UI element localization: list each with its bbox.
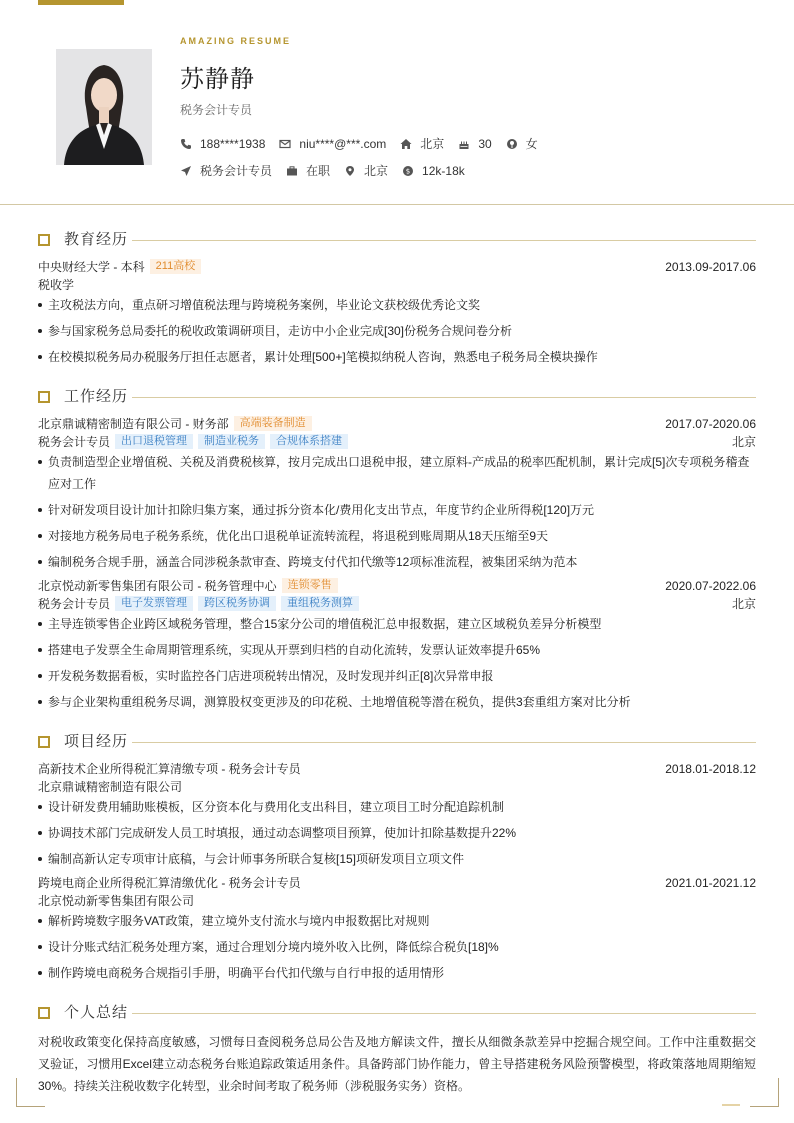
section-rule	[132, 1013, 756, 1014]
age-text: 30	[478, 136, 492, 151]
list-item: 设计分账式结汇税务处理方案，通过合理划分境内境外收入比例，降低综合税负[18]%	[38, 936, 756, 958]
intent-status	[286, 162, 330, 179]
section-title: 教育经历	[64, 231, 129, 248]
list-item: 编制高新认定专项审计底稿，与会计师事务所联合复核[15]项研发项目立项文件	[38, 848, 756, 870]
gender-icon	[506, 138, 518, 150]
money-icon	[402, 165, 414, 177]
avatar-portrait-icon	[56, 49, 152, 165]
list-item: 在校模拟税务局办税服务厅担任志愿者，累计处理[500+]笔模拟纳税人咨询，熟悉电子税务局全模块操作	[38, 346, 756, 368]
work-2-position-row	[38, 596, 756, 612]
company-line: 北京鼎诚精密制造有限公司 - 财务部	[38, 417, 229, 431]
work-1-position-row	[38, 434, 756, 450]
section-header-projects	[38, 733, 756, 751]
phone-icon	[180, 138, 192, 150]
section-marker-icon	[38, 234, 50, 246]
birthday-cake-icon	[458, 138, 470, 150]
school-line: 中央财经大学 - 本科	[38, 260, 145, 274]
section-title: 项目经历	[64, 733, 129, 750]
project-title: 跨境电商企业所得税汇算清缴优化 - 税务会计专员	[38, 876, 301, 890]
intent-position-text: 税务会计专员	[200, 164, 273, 178]
intent-position	[180, 162, 272, 179]
list-item: 搭建电子发票全生命周期管理系统，实现从开票到归档的自动化流转，发票认证效率提升65%	[38, 639, 756, 661]
section-header-work	[38, 388, 756, 406]
work-2-header	[38, 578, 756, 594]
education-header	[38, 259, 756, 275]
section-marker-icon	[38, 736, 50, 748]
company-tag: 连锁零售	[282, 578, 338, 593]
intent-city	[344, 162, 388, 179]
home-icon	[400, 138, 412, 150]
list-item: 针对研发项目设计加计扣除归集方案，通过拆分资本化/费用化支出节点，年度节约企业所得税[120]万元	[38, 499, 756, 521]
company-line: 北京悦动新零售集团有限公司 - 税务管理中心	[38, 579, 277, 593]
skill-tag: 重组税务测算	[281, 596, 359, 611]
skill-tag: 制造业税务	[198, 434, 265, 449]
summary-text: 对税收政策变化保持高度敏感，习惯每日查阅税务总局公告及地方解读文件，擅长从细微条款差异中挖掘合规空间。工作中注重数据交叉验证，习惯用Excel建立动态税务台账追踪政策适用条件。具备跨部门协作能力，曾主导搭建税务风险预警模型，将政策落地周期缩短30%。持续关注税收数字化转型，业余时间考取了税务师（涉税服务实务）资格。	[38, 1035, 756, 1093]
project-1-header	[38, 761, 756, 777]
education-major: 税收学	[38, 278, 75, 292]
top-accent-bar	[38, 0, 124, 5]
project-org: 北京鼎诚精密制造有限公司	[38, 780, 183, 794]
resume-brand-label: AMAZING RESUME	[180, 36, 291, 46]
project-2-header	[38, 875, 756, 891]
contact-gender	[506, 135, 538, 152]
profile-photo	[56, 49, 152, 165]
project-org: 北京悦动新零售集团有限公司	[38, 894, 195, 908]
header-divider	[0, 204, 794, 205]
section-header-summary	[38, 1004, 756, 1022]
contact-row	[180, 135, 552, 152]
phone-text: 188****1938	[200, 136, 266, 151]
section-header-education	[38, 231, 756, 249]
section-rule	[132, 742, 756, 743]
list-item: 对接地方税务局电子税务系统，优化出口退税单证流转流程，将退税到账周期从18天压缩至9天	[38, 525, 756, 547]
project-date: 2018.01-2018.12	[665, 762, 756, 776]
position-text: 税务会计专员	[38, 435, 111, 449]
work-date: 2020.07-2022.06	[665, 579, 756, 593]
work-1-header	[38, 416, 756, 432]
svg-text:$: $	[405, 167, 411, 176]
email-text: niu****@***.com	[299, 136, 387, 151]
contact-home	[400, 135, 444, 152]
list-item: 主攻税法方向，重点研习增值税法理与跨境税务案例，毕业论文获校级优秀论文奖	[38, 294, 756, 316]
work-city: 北京	[731, 435, 756, 449]
education-date: 2013.09-2017.06	[665, 260, 756, 274]
location-pin-icon	[344, 165, 356, 177]
work-city: 北京	[731, 597, 756, 611]
briefcase-icon	[286, 165, 298, 177]
project-date: 2021.01-2021.12	[665, 876, 756, 890]
contact-age	[458, 137, 491, 151]
contact-phone	[180, 137, 265, 151]
list-item: 负责制造型企业增值税、关税及消费税核算，按月完成出口退税申报，建立原料-产成品的税率匹配机制，累计完成[5]次专项税务稽查应对工作	[38, 451, 756, 495]
project-title: 高新技术企业所得税汇算清缴专项 - 税务会计专员	[38, 762, 301, 776]
mail-icon	[279, 138, 291, 150]
section-marker-icon	[38, 1007, 50, 1019]
list-item: 开发税务数据看板，实时监控各门店进项税转出情况，及时发现并纠正[8]次异常申报	[38, 665, 756, 687]
corner-bracket-left	[16, 1078, 45, 1107]
list-item: 协调技术部门完成研发人员工时填报，通过动态调整项目预算，使加计扣除基数提升22%	[38, 822, 756, 844]
section-rule	[132, 397, 756, 398]
company-tag: 高端装备制造	[234, 416, 312, 431]
section-marker-icon	[38, 391, 50, 403]
candidate-name: 苏静静	[180, 66, 255, 93]
skill-tag: 电子发票管理	[115, 596, 193, 611]
section-title: 工作经历	[64, 388, 129, 405]
work-date: 2017.07-2020.06	[665, 417, 756, 431]
list-item: 参与企业架构重组税务尽调，测算股权变更涉及的印花税、土地增值税等潜在税负，提供3套重组方案对比分析	[38, 691, 756, 713]
gender-text: 女	[525, 137, 538, 151]
list-item: 主导连锁零售企业跨区域税务管理，整合15家分公司的增值税汇总申报数据，建立区域税负差异分析模型	[38, 613, 756, 635]
send-icon	[180, 165, 192, 177]
intent-city-text: 北京	[364, 164, 389, 178]
corner-bracket-right	[750, 1078, 779, 1107]
list-item: 解析跨境数字服务VAT政策，建立境外支付流水与境内申报数据比对规则	[38, 910, 756, 932]
skill-tag: 出口退税管理	[115, 434, 193, 449]
section-rule	[132, 240, 756, 241]
skill-tag: 合规体系搭建	[270, 434, 348, 449]
list-item: 参与国家税务总局委托的税收政策调研项目，走访中小企业完成[30]份税务合规问卷分析	[38, 320, 756, 342]
school-tag: 211高校	[150, 259, 202, 274]
skill-tag: 跨区税务协调	[198, 596, 276, 611]
contact-email	[279, 137, 386, 151]
job-intent-row	[180, 162, 479, 179]
home-text: 北京	[420, 137, 445, 151]
section-title: 个人总结	[64, 1004, 129, 1021]
intent-salary-text: 12k-18k	[422, 163, 465, 178]
list-item: 设计研发费用辅助账模板，区分资本化与费用化支出科目，建立项目工时分配追踪机制	[38, 796, 756, 818]
list-item: 编制税务合规手册，涵盖合同涉税条款审查、跨境支付代扣代缴等12项标准流程，被集团采纳为范本	[38, 551, 756, 573]
intent-status-text: 在职	[306, 164, 331, 178]
list-item: 制作跨境电商税务合规指引手册，明确平台代扣代缴与自行申报的适用情形	[38, 962, 756, 984]
candidate-role: 税务会计专员	[180, 103, 253, 117]
page-marker	[722, 1104, 740, 1106]
intent-salary	[402, 164, 465, 178]
position-text: 税务会计专员	[38, 597, 111, 611]
